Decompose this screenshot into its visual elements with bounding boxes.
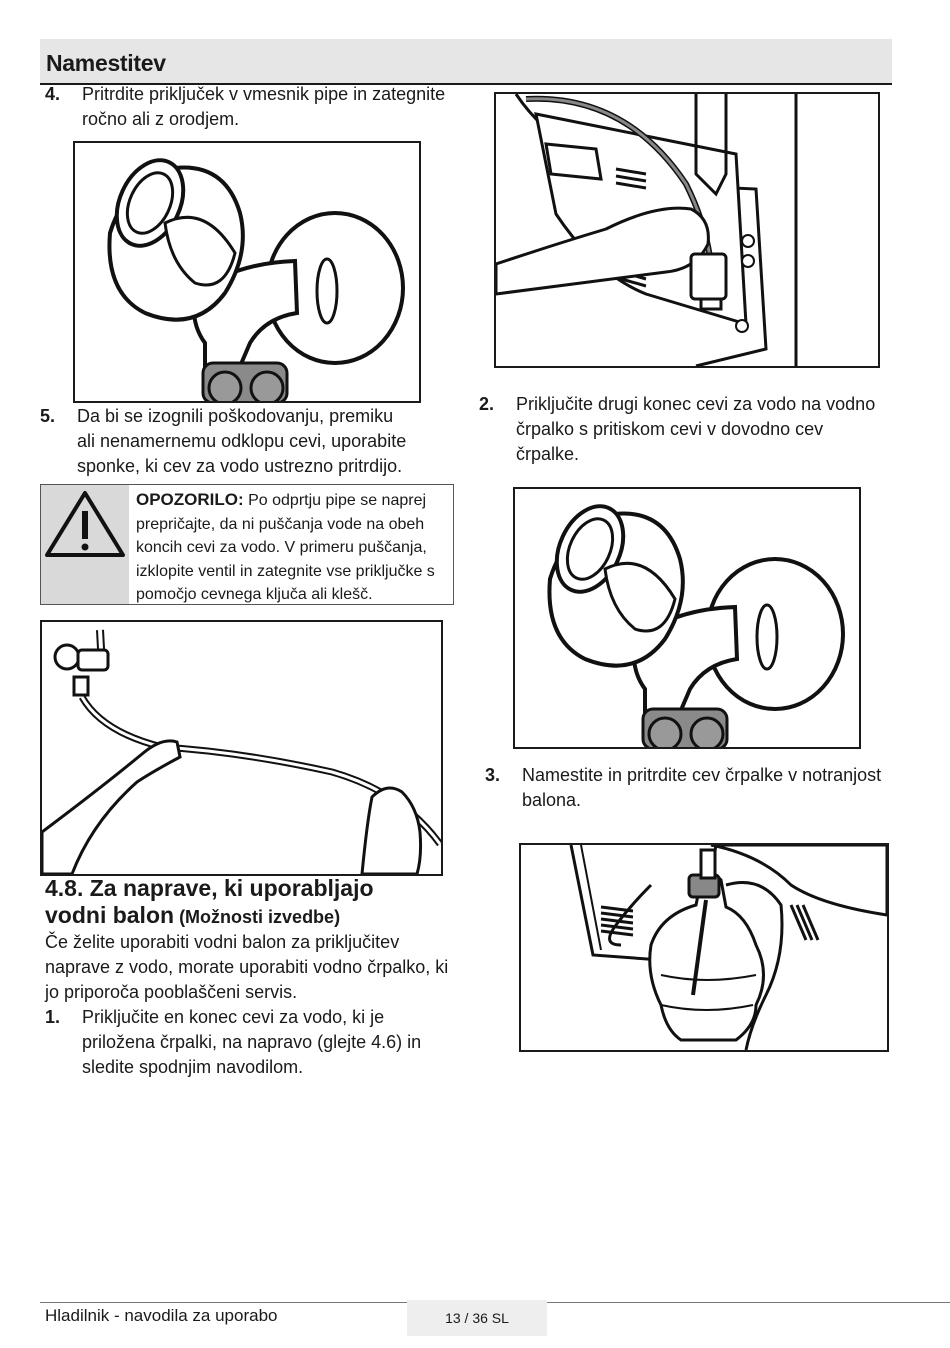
step-number: 5. xyxy=(40,406,56,426)
hose-drawing xyxy=(42,622,441,874)
warning-body: Po odprtju pipe se naprej prepričajte, da ni puščanja vode na obeh koncih cevi za vodo. V primeru puščanja, izklopite ventil in zategnite vse priključke s pomočjo cevnega ključa ali klešč. xyxy=(136,492,435,603)
step-number: 1. xyxy=(45,1007,61,1027)
pump-inlet-illustration xyxy=(513,487,861,749)
faucet-connector-illustration xyxy=(73,141,421,403)
step-number: 4. xyxy=(45,84,61,104)
section-title-option: (Možnosti izvedbe) xyxy=(174,907,341,927)
faucet-drawing xyxy=(75,143,419,401)
footer-doc-title: Hladilnik - navodila za uporabo xyxy=(45,1306,278,1325)
balloon-drawing xyxy=(521,845,887,1050)
step-text: Namestite in pritrdite cev črpalke v notranjost balona. xyxy=(522,765,882,810)
section-title xyxy=(45,875,374,931)
warning-text xyxy=(136,488,448,607)
section-intro: Če želite uporabiti vodni balon za priključitev naprave z vodo, morate uporabiti vodno črpalko, ki jo priporoča pooblaščeni servis. xyxy=(45,932,449,1002)
footer-page-number: 13 / 36 SL xyxy=(407,1300,547,1336)
step-number: 3. xyxy=(485,765,501,785)
step-text: Da bi se izognili poškodovanju, premiku ali nenamernemu odklopu cevi, uporabite sponke, ki cev za vodo ustrezno pritrdijo. xyxy=(77,406,407,476)
warning-box xyxy=(40,484,454,605)
step-number: 2. xyxy=(479,394,495,414)
header-bar xyxy=(40,39,892,85)
faucet-drawing xyxy=(515,489,859,747)
warning-label: OPOZORILO: xyxy=(136,490,244,509)
appliance-drawing xyxy=(496,94,878,366)
water-balloon-illustration xyxy=(519,843,889,1052)
section-title-text: 4.8. Za naprave, ki uporabljajo vodni balon xyxy=(45,875,374,928)
hose-clamp-illustration xyxy=(40,620,443,876)
page-title: Namestitev xyxy=(46,50,166,76)
warning-icon-cell xyxy=(41,485,129,604)
step-text: Priključite drugi konec cevi za vodo na vodno črpalko s pritiskom cevi v dovodno cev črpalke. xyxy=(516,394,876,464)
step-text: Pritrdite priključek v vmesnik pipe in zategnite ročno ali z orodjem. xyxy=(82,84,446,129)
step-text: Priključite en konec cevi za vodo, ki je priložena črpalki, na napravo (glejte 4.6) in sledite spodnjim navodilom. xyxy=(82,1007,422,1077)
appliance-connection-illustration xyxy=(494,92,880,368)
warning-triangle-icon xyxy=(41,485,129,604)
